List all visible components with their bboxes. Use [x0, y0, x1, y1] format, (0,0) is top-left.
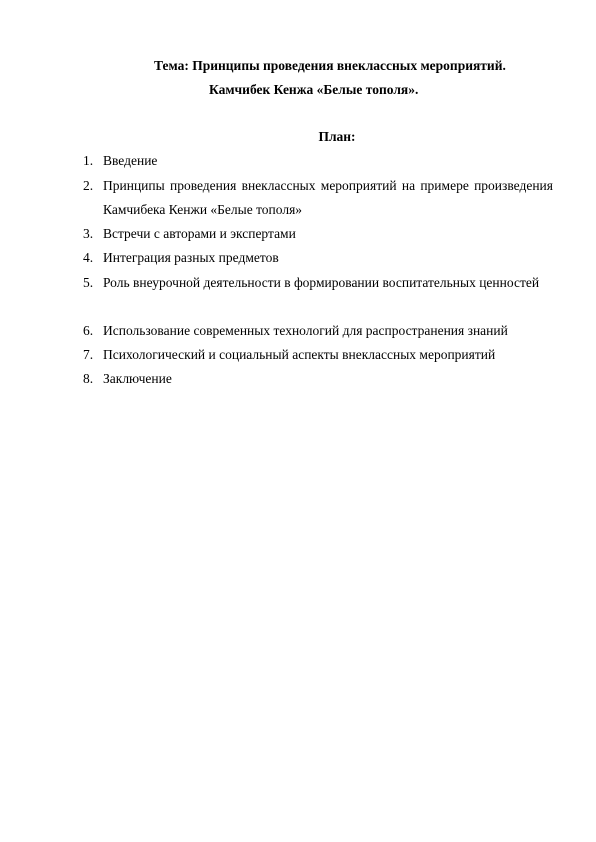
plan-item-text: Использование современных технологий для распространения знаний: [103, 323, 508, 338]
plan-item-text: Интеграция разных предметов: [103, 250, 279, 265]
plan-item: [83, 319, 553, 343]
plan-item: [83, 343, 553, 367]
plan-item-number: 4.: [83, 250, 94, 265]
plan-item: [83, 367, 553, 391]
plan-item-number: 1.: [83, 153, 94, 168]
plan-item: [83, 222, 553, 246]
plan-item: [83, 149, 553, 173]
plan-item-number: 3.: [83, 226, 94, 241]
topic-subtitle: Камчибек Кенжа «Белые тополя».: [209, 82, 419, 97]
plan-item-number: 7.: [83, 347, 94, 362]
plan-item-text: Встречи с авторами и экспертами: [103, 226, 296, 241]
plan-item-text: Психологический и социальный аспекты внеклассных мероприятий: [103, 347, 496, 362]
plan-item-number: 5.: [83, 275, 94, 290]
plan-item: [83, 246, 553, 270]
plan-item-number: 6.: [83, 323, 94, 338]
plan-heading: План:: [318, 129, 356, 144]
plan-item-text: Введение: [103, 153, 158, 168]
plan-item: [83, 271, 553, 295]
plan-item-text: Принципы проведения внеклассных мероприятий на примере произведения Камчибека Кенжи «Белые тополя»: [103, 178, 553, 217]
plan-item-text: Роль внеурочной деятельности в формировании воспитательных ценностей: [103, 275, 540, 290]
plan-item: [83, 174, 553, 222]
topic-title: Тема: Принципы проведения внеклассных мероприятий.: [154, 58, 506, 73]
plan-item-number: 8.: [83, 371, 94, 386]
plan-item-text: Заключение: [103, 371, 172, 386]
plan-item-number: 2.: [83, 178, 94, 193]
